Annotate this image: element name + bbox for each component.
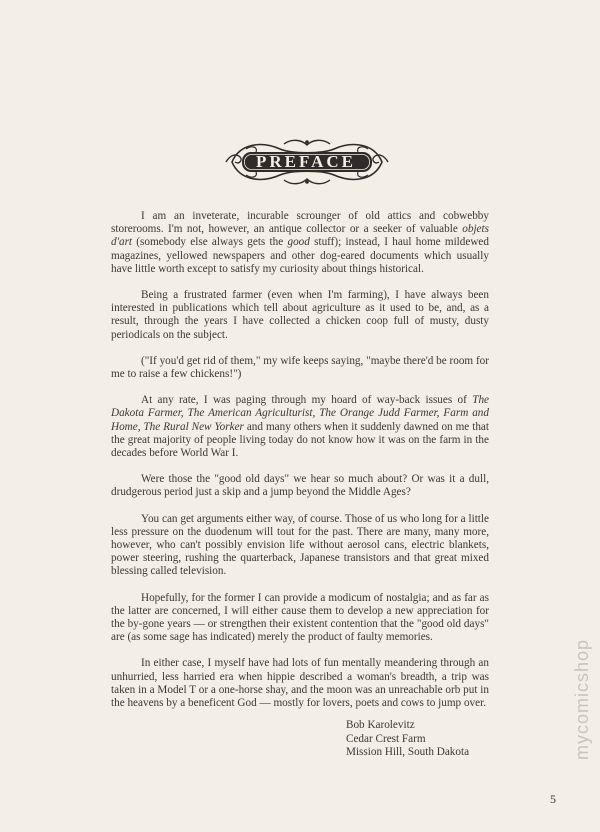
text-run: ("If you'd get rid of them," my wife keeps saying, "maybe there'd be room for me to raise a few chickens!") (111, 354, 489, 381)
text-run: Were those the "good old days" we hear so much about? Or was it a dull, drudgerous period just a skip and a jump beyond the Middle Ages? (111, 473, 489, 499)
italic-run: The Dakota Farmer, The American Agriculturist, The Orange Judd Farmer, Farm and Home, The Rural New Yorker (111, 394, 489, 433)
author-name: Bob Karolevitz (346, 719, 415, 731)
paragraph (111, 394, 489, 460)
paragraph (111, 657, 489, 710)
text-run: Hopefully, for the former I can provide a modicum of nostalgia; and as far as the latter are concerned, I will either cause them to develop a new appreciation for the by-gone years — or strengthen their existent contention that the "good old days" are (as some sage has indicated) merely the product of faulty memories. (111, 591, 489, 644)
title-plate (236, 151, 376, 173)
text-run: (somebody else always gets the (132, 236, 288, 249)
preface-body (111, 210, 489, 723)
signature-block (346, 719, 506, 760)
text-run: I am an inveterate, incurable scrounger of old attics and cobwebby storerooms. I'm not, however, an antique collector or a seeker of valuable (111, 210, 489, 236)
text-run: stuff); instead, I haul home mildewed magazines, yellowed newspapers and other dog-eared documents which usually have little worth except to satisfy my curiosity about things historical. (111, 236, 489, 275)
italic-run: good (287, 236, 310, 249)
paragraph (111, 355, 489, 381)
text-run: and many others when it suddenly dawned on me that the great majority of people living today do not know how it was on the farm in the decades before World War I. (111, 420, 489, 460)
author-location: Mission Hill, South Dakota (346, 746, 470, 759)
paragraph (111, 592, 489, 645)
page-number: 5 (550, 792, 556, 806)
text-run: Being a frustrated farmer (even when I'm farming), I have always been interested in publications which tell about agriculture as it used to be, and, as a result, through the years I have collected a chicken coop full of musty, dusty periodicals on the subject. (111, 289, 489, 341)
paragraph (111, 289, 489, 342)
text-run: In either case, I myself have had lots of fun mentally meandering through an unhurried, less harried era when hippie described a woman's breadth, a trip was taken in a Model T or a one-horse shay, and the moon was an unreachable orb put in the heavens by a beneficent God — mostly for lovers, poets and cows to jump over. (111, 657, 489, 710)
farm-name: Cedar Crest Farm (346, 732, 426, 745)
text-run: At any rate, I was paging through my hoard of way-back issues of (141, 394, 473, 407)
paragraph (111, 210, 489, 276)
watermark: mycomicshop (572, 638, 592, 760)
paragraph (111, 473, 489, 499)
italic-run: objets d'art (111, 223, 489, 249)
page-title: PREFACE (255, 152, 356, 171)
paragraph (111, 513, 489, 579)
text-run: You can get arguments either way, of course. Those of us who long for a little less pressure on the duodenum will tout for the past. There are many, many more, however, who can't possibly envision life without aerosol cans, electric blankets, power steering, rushing the quarterback, Japanese transistors and that great mixed blessing called television. (111, 512, 489, 578)
